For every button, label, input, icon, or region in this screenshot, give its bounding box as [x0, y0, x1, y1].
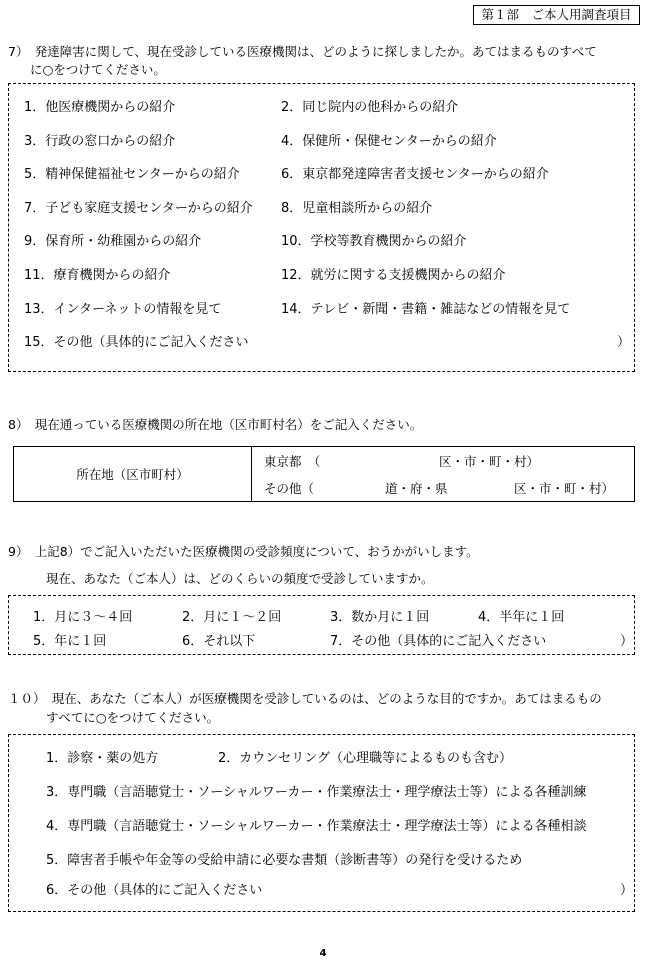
q7-option-1[interactable]: 1．他医療機関からの紹介: [24, 100, 176, 115]
q7-option-7[interactable]: 7．子ども家庭支援センターからの紹介: [24, 201, 253, 216]
q10-text-line1: １０） 現在、あなた（ご本人）が医療機関を受診しているのは、どのような目的ですか。あてはまるもの: [8, 691, 602, 706]
q7-option-12[interactable]: 12．就労に関する支援機関からの紹介: [281, 268, 506, 283]
q9-option-3[interactable]: 3．数か月に１回: [330, 610, 430, 625]
q10-option-6[interactable]: 6．その他（具体的にご記入ください: [46, 883, 263, 898]
q7-options-box: [8, 83, 635, 372]
other-prefix: その他（: [264, 481, 315, 496]
q7-option-11[interactable]: 11．療育機関からの紹介: [24, 268, 171, 283]
q10-option-4[interactable]: 4．専門職（言語聴覚士・ソーシャルワーカー・作業療法士・理学療法士等）による各種相談: [46, 819, 587, 834]
q10-text-line2: すべてに○をつけてください。: [46, 710, 220, 725]
page-number: 4: [319, 948, 327, 959]
q7-option-9[interactable]: 9．保育所・幼稚園からの紹介: [24, 234, 202, 249]
section-header-tag: 第１部 ご本人用調査項目: [473, 5, 640, 25]
q9-option-2[interactable]: 2．月に１～２回: [182, 610, 282, 625]
tokyo-suffix: 区・市・町・村）: [439, 454, 540, 469]
q7-text-line1: 7） 発達障害に関して、現在受診している医療機関は、どのように探しましたか。あてはまるものすべて: [8, 44, 597, 59]
q9-text-line2: 現在、あなた（ご本人）は、どのくらいの頻度で受診していますか。: [46, 571, 434, 586]
q9-option-6[interactable]: 6．それ以下: [182, 634, 256, 649]
q8-text: 8） 現在通っている医療機関の所在地（区市町村名）をご記入ください。: [8, 417, 423, 432]
q7-option-15[interactable]: 15．その他（具体的にご記入ください: [24, 335, 249, 350]
q7-option-14[interactable]: 14．テレビ・新聞・書籍・雑誌などの情報を見て: [281, 302, 571, 317]
q9-option-4[interactable]: 4．半年に１回: [478, 610, 565, 625]
q9-option-7[interactable]: 7．その他（具体的にご記入ください: [330, 634, 547, 649]
q9-text-line1: 9） 上記8）でご記入いただいた医療機関の受診頻度について、おうかがいします。: [8, 544, 479, 559]
location-label: 所在地（区市町村）: [14, 447, 252, 502]
q7-option-5[interactable]: 5．精神保健福祉センターからの紹介: [24, 167, 240, 182]
q10-option-1[interactable]: 1．診察・薬の処方: [46, 751, 159, 766]
other-suffix: 区・市・町・村）: [514, 481, 615, 496]
q7-close-paren: ）: [617, 335, 631, 350]
q10-option-3[interactable]: 3．専門職（言語聴覚士・ソーシャルワーカー・作業療法士・理学療法士等）による各種訓練: [46, 785, 587, 800]
q10-close-paren: ）: [620, 883, 634, 898]
tokyo-prefix: 東京都 （: [264, 454, 321, 469]
q9-close-paren: ）: [620, 634, 634, 649]
q9-option-1[interactable]: 1．月に３～４回: [33, 610, 133, 625]
q10-option-2[interactable]: 2．カウンセリング（心理職等によるものも含む）: [218, 751, 513, 766]
q9-option-5[interactable]: 5．年に１回: [33, 634, 107, 649]
location-other-row[interactable]: [252, 474, 635, 502]
q7-option-6[interactable]: 6．東京都発達障害者支援センターからの紹介: [281, 167, 549, 182]
q10-option-5[interactable]: 5．障害者手帳や年金等の受給申請に必要な書類（診断書等）の発行を受けるため: [46, 853, 523, 868]
q7-option-4[interactable]: 4．保健所・保健センターからの紹介: [281, 134, 497, 149]
location-tokyo-row[interactable]: [252, 447, 635, 475]
location-table: [13, 446, 635, 502]
q7-option-13[interactable]: 13．インターネットの情報を見て: [24, 302, 222, 317]
other-prefecture: 道・府・県: [385, 481, 448, 496]
q7-option-8[interactable]: 8．児童相談所からの紹介: [281, 201, 433, 216]
q7-option-3[interactable]: 3．行政の窓口からの紹介: [24, 134, 176, 149]
q7-option-2[interactable]: 2．同じ院内の他科からの紹介: [281, 100, 459, 115]
q7-option-10[interactable]: 10．学校等教育機関からの紹介: [281, 234, 467, 249]
q7-text-line2: に○をつけてください。: [30, 62, 166, 77]
